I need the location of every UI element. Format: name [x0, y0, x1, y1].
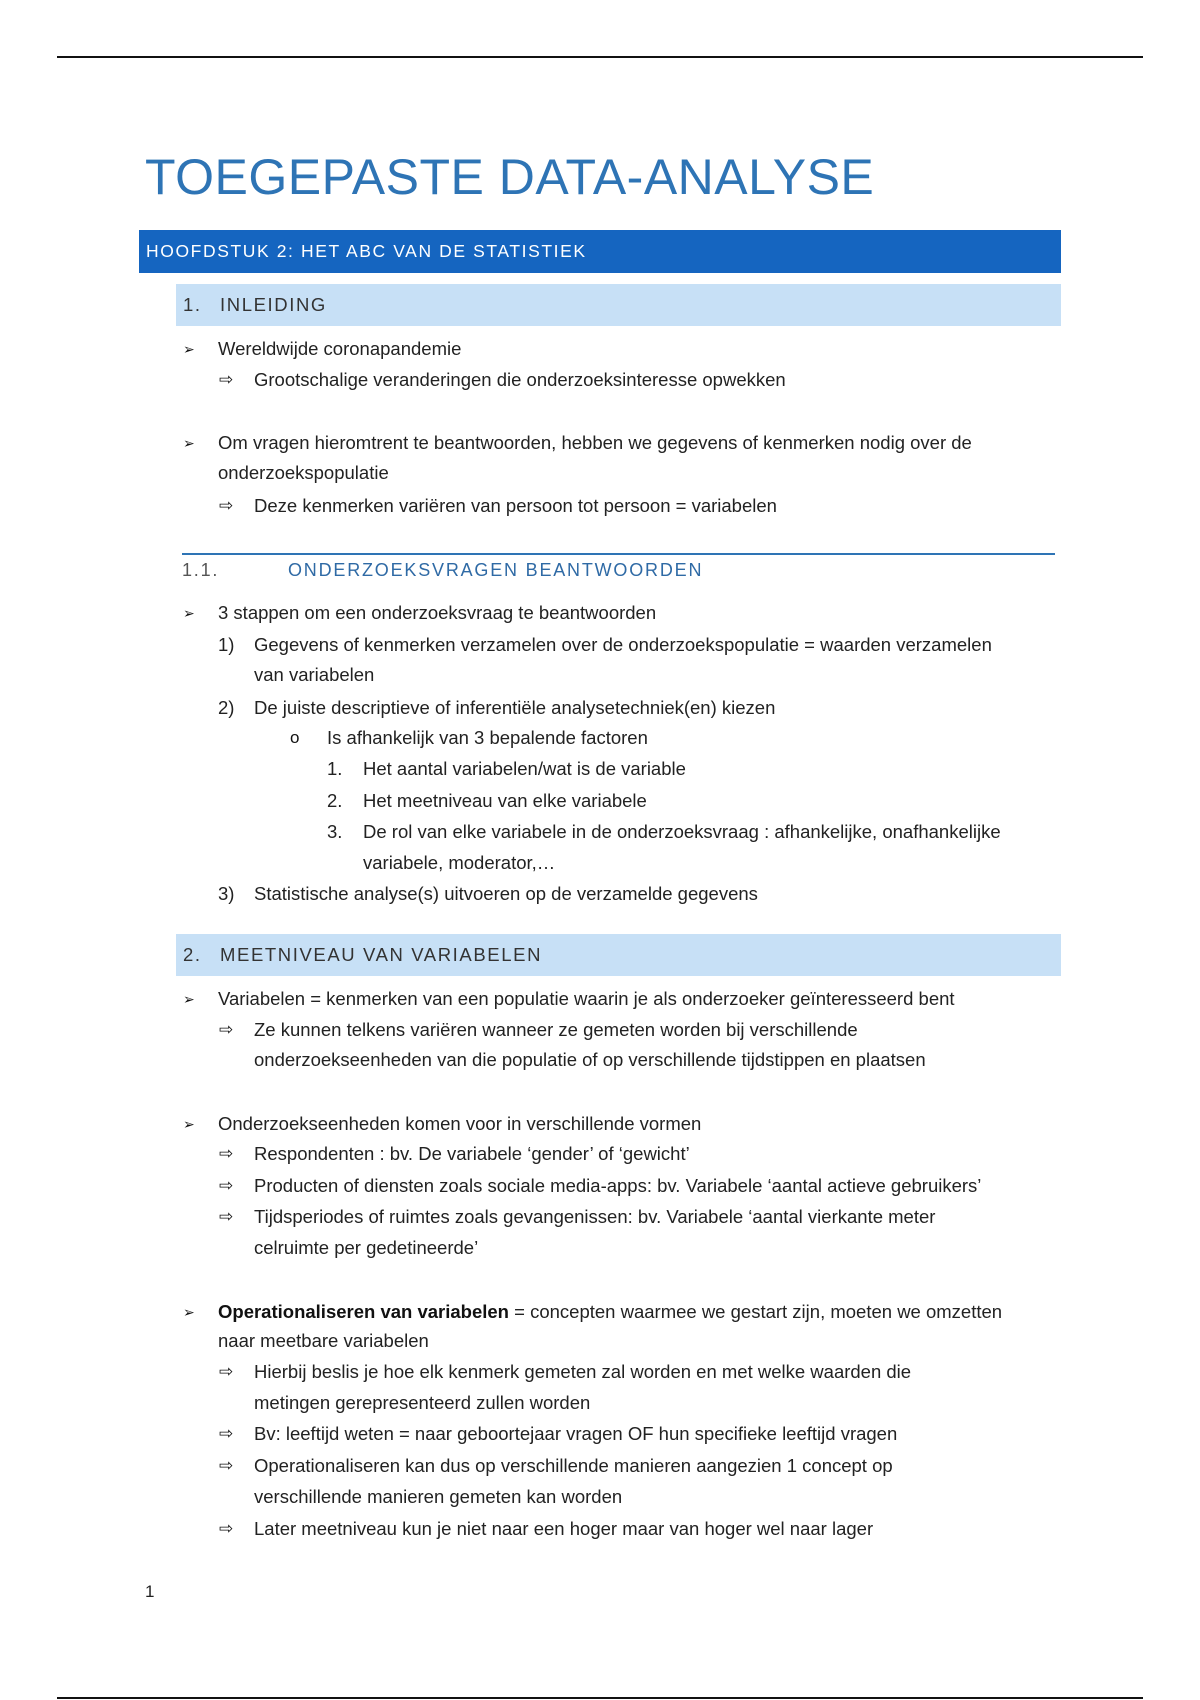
bullet-icon: ➢ [183, 1304, 195, 1320]
paragraph-line: 3 stappen om een onderzoeksvraag te beantwoorden [218, 602, 657, 623]
paragraph-line: De juiste descriptieve of inferentiële analysetechniek(en) kiezen [254, 697, 776, 718]
arrow-icon: ⇨ [219, 1020, 234, 1039]
paragraph-line: Deze kenmerken variëren van persoon tot persoon = variabelen [254, 495, 777, 516]
section-heading-meetniveau [176, 934, 1061, 976]
list-number: 2) [218, 697, 235, 718]
paragraph-line: Grootschalige veranderingen die onderzoeksinteresse opwekken [254, 369, 786, 390]
section-heading-inleiding [176, 284, 1061, 326]
document-title: TOEGEPASTE DATA-ANALYSE [145, 149, 875, 205]
bullet-icon: ➢ [183, 605, 195, 621]
header-rule [57, 56, 1143, 58]
section-title: INLEIDING [220, 294, 327, 315]
arrow-icon: ⇨ [219, 1207, 234, 1226]
paragraph-line: Om vragen hieromtrent te beantwoorden, hebben we gegevens of kenmerken nodig over de [218, 432, 972, 453]
list-number: 3) [218, 883, 235, 904]
section-number: 2. [183, 944, 202, 965]
circle-bullet-icon: o [290, 728, 300, 747]
paragraph-line: variabele, moderator,… [363, 852, 556, 873]
paragraph-line: Ze kunnen telkens variëren wanneer ze gemeten worden bij verschillende [254, 1019, 858, 1040]
bullet-icon: ➢ [183, 435, 195, 451]
paragraph-line: Gegevens of kenmerken verzamelen over de onderzoekspopulatie = waarden verzamelen [254, 634, 992, 655]
paragraph-line: De rol van elke variabele in de onderzoeksvraag : afhankelijke, onafhankelijke [363, 821, 1001, 842]
paragraph-line: van variabelen [254, 664, 375, 685]
paragraph-line: Variabelen = kenmerken van een populatie waarin je als onderzoeker geïnteresseerd bent [218, 988, 955, 1009]
section-number: 1. [183, 294, 202, 315]
term-definition: = concepten waarmee we gestart zijn, moeten we omzetten [509, 1301, 1003, 1322]
footer-rule [57, 1697, 1143, 1699]
subsection-number: 1.1. [182, 560, 220, 580]
paragraph-line: Later meetniveau kun je niet naar een hoger maar van hoger wel naar lager [254, 1518, 874, 1539]
bullet-icon: ➢ [183, 1116, 195, 1132]
arrow-icon: ⇨ [219, 1144, 234, 1163]
list-number: 2. [327, 790, 343, 811]
arrow-icon: ⇨ [219, 1176, 234, 1195]
paragraph-line: verschillende manieren gemeten kan worden [254, 1486, 623, 1507]
paragraph-line: Wereldwijde coronapandemie [218, 338, 462, 359]
paragraph-line [218, 1299, 1002, 1325]
subsection-title: ONDERZOEKSVRAGEN BEANTWOORDEN [288, 560, 704, 580]
paragraph-line: Onderzoekseenheden komen voor in verschillende vormen [218, 1113, 702, 1134]
list-number: 3. [327, 821, 343, 842]
arrow-icon: ⇨ [219, 1362, 234, 1381]
arrow-icon: ⇨ [219, 1519, 234, 1538]
paragraph-line: Bv: leeftijd weten = naar geboortejaar vragen OF hun specifieke leeftijd vragen [254, 1423, 898, 1444]
paragraph-line: celruimte per gedetineerde’ [254, 1237, 479, 1258]
arrow-icon: ⇨ [219, 370, 234, 389]
paragraph-line: Operationaliseren kan dus op verschillende manieren aangezien 1 concept op [254, 1455, 893, 1476]
arrow-icon: ⇨ [219, 1424, 234, 1443]
bullet-icon: ➢ [183, 991, 195, 1007]
paragraph-line: naar meetbare variabelen [218, 1330, 429, 1351]
paragraph-line: Statistische analyse(s) uitvoeren op de verzamelde gegevens [254, 883, 758, 904]
paragraph-line: onderzoekseenheden van die populatie of op verschillende tijdstippen en plaatsen [254, 1049, 926, 1070]
bullet-icon: ➢ [183, 341, 195, 357]
paragraph-line: Producten of diensten zoals sociale media-apps: bv. Variabele ‘aantal actieve gebruikers’ [254, 1175, 982, 1196]
chapter-heading: HOOFDSTUK 2: HET ABC VAN DE STATISTIEK [139, 230, 1061, 273]
bold-term: Operationaliseren van variabelen [218, 1301, 509, 1322]
subsection-heading [182, 560, 703, 581]
paragraph-line: onderzoekspopulatie [218, 462, 389, 483]
arrow-icon: ⇨ [219, 496, 234, 515]
paragraph-line: Het meetniveau van elke variabele [363, 790, 647, 811]
subsection-rule [182, 553, 1055, 555]
paragraph-line: metingen gerepresenteerd zullen worden [254, 1392, 591, 1413]
paragraph-line: Het aantal variabelen/wat is de variable [363, 758, 686, 779]
section-title: MEETNIVEAU VAN VARIABELEN [220, 944, 543, 965]
arrow-icon: ⇨ [219, 1456, 234, 1475]
paragraph-line: Tijdsperiodes of ruimtes zoals gevangenissen: bv. Variabele ‘aantal vierkante meter [254, 1206, 936, 1227]
list-number: 1) [218, 634, 235, 655]
paragraph-line: Respondenten : bv. De variabele ‘gender’ of ‘gewicht’ [254, 1143, 690, 1164]
list-number: 1. [327, 758, 343, 779]
paragraph-line: Is afhankelijk van 3 bepalende factoren [327, 727, 648, 748]
page-number: 1 [145, 1582, 155, 1601]
paragraph-line: Hierbij beslis je hoe elk kenmerk gemeten zal worden en met welke waarden die [254, 1361, 912, 1382]
